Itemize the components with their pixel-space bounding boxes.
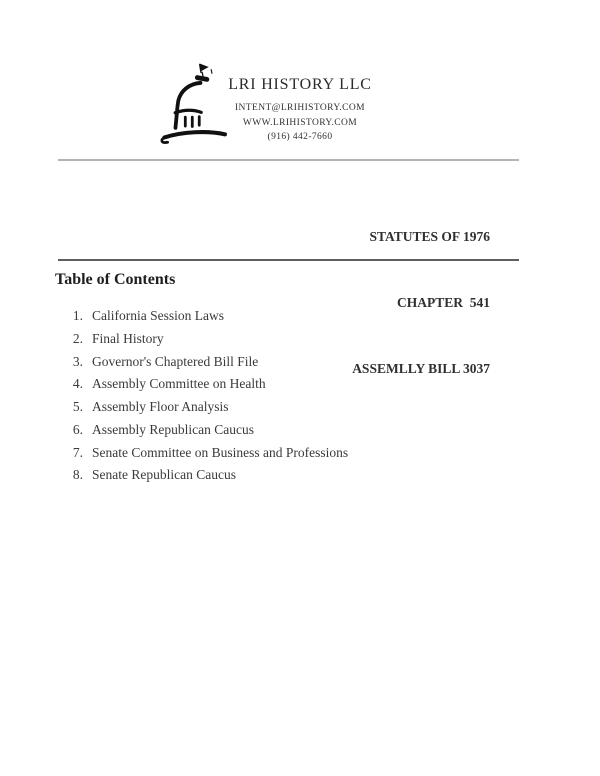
toc-item-number: 5. <box>72 399 83 414</box>
toc-item-number: 3. <box>72 353 83 369</box>
bill-line: ASSEMLLY BILL 3037 <box>352 361 490 376</box>
toc-list <box>68 305 348 487</box>
company-phone: (916) 442-7660 <box>267 132 333 142</box>
toc-item <box>68 464 348 487</box>
company-name: LRI HISTORY LLC <box>228 76 372 93</box>
toc-item-label: Final History <box>92 330 164 346</box>
toc-item-label: Senate Committee on Business and Professions <box>92 444 349 460</box>
toc-item-number: 2. <box>72 330 83 346</box>
toc-item <box>68 351 348 374</box>
toc-item-label: Governor's Chaptered Bill File <box>92 353 259 369</box>
toc-title: Table of Contents <box>55 271 176 288</box>
toc-item <box>68 305 348 328</box>
statute-reference <box>352 182 490 424</box>
toc-item-number: 4. <box>72 376 83 392</box>
toc-item-label: California Session Laws <box>92 308 224 323</box>
company-website: WWW.LRIHISTORY.COM <box>242 117 358 128</box>
letterhead <box>0 76 600 145</box>
toc-item-number: 8. <box>72 467 83 483</box>
chapter-line: CHAPTER 541 <box>396 295 490 310</box>
toc-item <box>68 396 348 419</box>
company-email: INTENT@LRIHISTORY.COM <box>234 103 365 113</box>
toc-item <box>68 419 348 442</box>
toc-item <box>68 373 348 396</box>
toc-item <box>68 328 348 351</box>
toc-item-label: Assembly Floor Analysis <box>92 399 229 414</box>
toc-item-number: 1. <box>72 308 83 323</box>
toc-item-label: Assembly Committee on Health <box>92 376 266 392</box>
toc-item <box>68 442 348 465</box>
toc-item-label: Senate Republican Caucus <box>92 467 236 483</box>
divider-top <box>58 159 519 161</box>
toc-item-number: 7. <box>72 444 83 460</box>
toc-item-label: Assembly Republican Caucus <box>92 421 254 437</box>
statutes-line: STATUTES OF 1976 <box>369 229 490 244</box>
toc-item-number: 6. <box>72 421 83 437</box>
